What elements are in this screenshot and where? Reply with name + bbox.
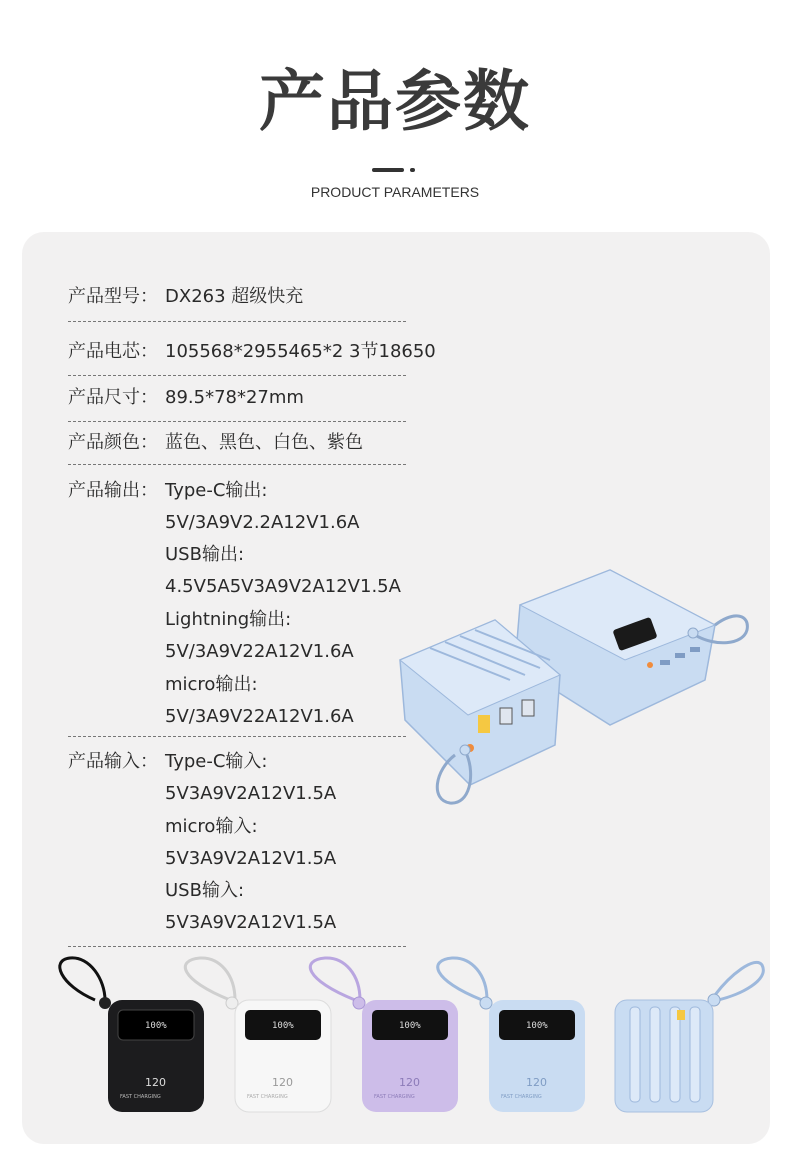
- spec-label-input: 产品输入：: [68, 751, 158, 772]
- input-line: 5V3A9V2A12V1.5A: [165, 912, 337, 933]
- capacity-label: 120: [526, 1076, 547, 1089]
- spec-value: 105568*2955465*2 3节18650: [165, 341, 436, 362]
- divider: [68, 946, 406, 947]
- spec-value: 蓝色、黑色、白色、紫色: [165, 432, 363, 453]
- output-line: micro输出:: [165, 674, 258, 695]
- spec-label: 产品颜色：: [68, 432, 158, 453]
- power-bank-hero-image: [395, 555, 755, 810]
- capacity-label: 120: [399, 1076, 420, 1089]
- spec-label: 产品电芯：: [68, 341, 158, 362]
- capacity-label: 120: [272, 1076, 293, 1089]
- page-title: 产品参数: [259, 63, 531, 140]
- output-line: 5V/3A9V22A12V1.6A: [165, 641, 354, 662]
- output-line: USB输出:: [165, 544, 245, 565]
- output-line: 5V/3A9V22A12V1.6A: [165, 706, 354, 727]
- divider: [68, 736, 406, 737]
- input-line: 5V3A9V2A12V1.5A: [165, 848, 337, 869]
- output-line: Lightning输出:: [165, 609, 292, 630]
- input-line: Type-C输入:: [165, 751, 268, 772]
- output-line: Type-C输出:: [165, 480, 268, 501]
- tagline-label: FAST CHARGING: [247, 1094, 288, 1100]
- divider: [68, 321, 406, 322]
- input-line: 5V3A9V2A12V1.5A: [165, 783, 337, 804]
- spec-label: 产品尺寸：: [68, 387, 158, 408]
- display-text: 100%: [145, 1021, 167, 1031]
- tagline-label: FAST CHARGING: [501, 1094, 542, 1100]
- input-line: micro输入:: [165, 816, 258, 837]
- tagline-label: FAST CHARGING: [120, 1094, 161, 1100]
- input-line: USB输入:: [165, 880, 245, 901]
- spec-label-output: 产品输出：: [68, 480, 158, 501]
- capacity-label: 120: [145, 1076, 166, 1089]
- output-line: 5V/3A9V2.2A12V1.6A: [165, 512, 360, 533]
- title-underline: [372, 168, 404, 172]
- title-dot: [410, 168, 415, 172]
- divider: [68, 375, 406, 376]
- divider: [68, 421, 406, 422]
- display-text: 100%: [399, 1021, 421, 1031]
- spec-label: 产品型号：: [68, 286, 158, 307]
- page-subtitle: PRODUCT PARAMETERS: [310, 184, 480, 200]
- spec-value: 89.5*78*27mm: [165, 387, 304, 408]
- spec-value: DX263 超级快充: [165, 286, 304, 307]
- display-text: 100%: [272, 1021, 294, 1031]
- color-variants-image: [50, 955, 770, 1120]
- tagline-label: FAST CHARGING: [374, 1094, 415, 1100]
- display-text: 100%: [526, 1021, 548, 1031]
- divider: [68, 464, 406, 465]
- output-line: 4.5V5A5V3A9V2A12V1.5A: [165, 576, 401, 597]
